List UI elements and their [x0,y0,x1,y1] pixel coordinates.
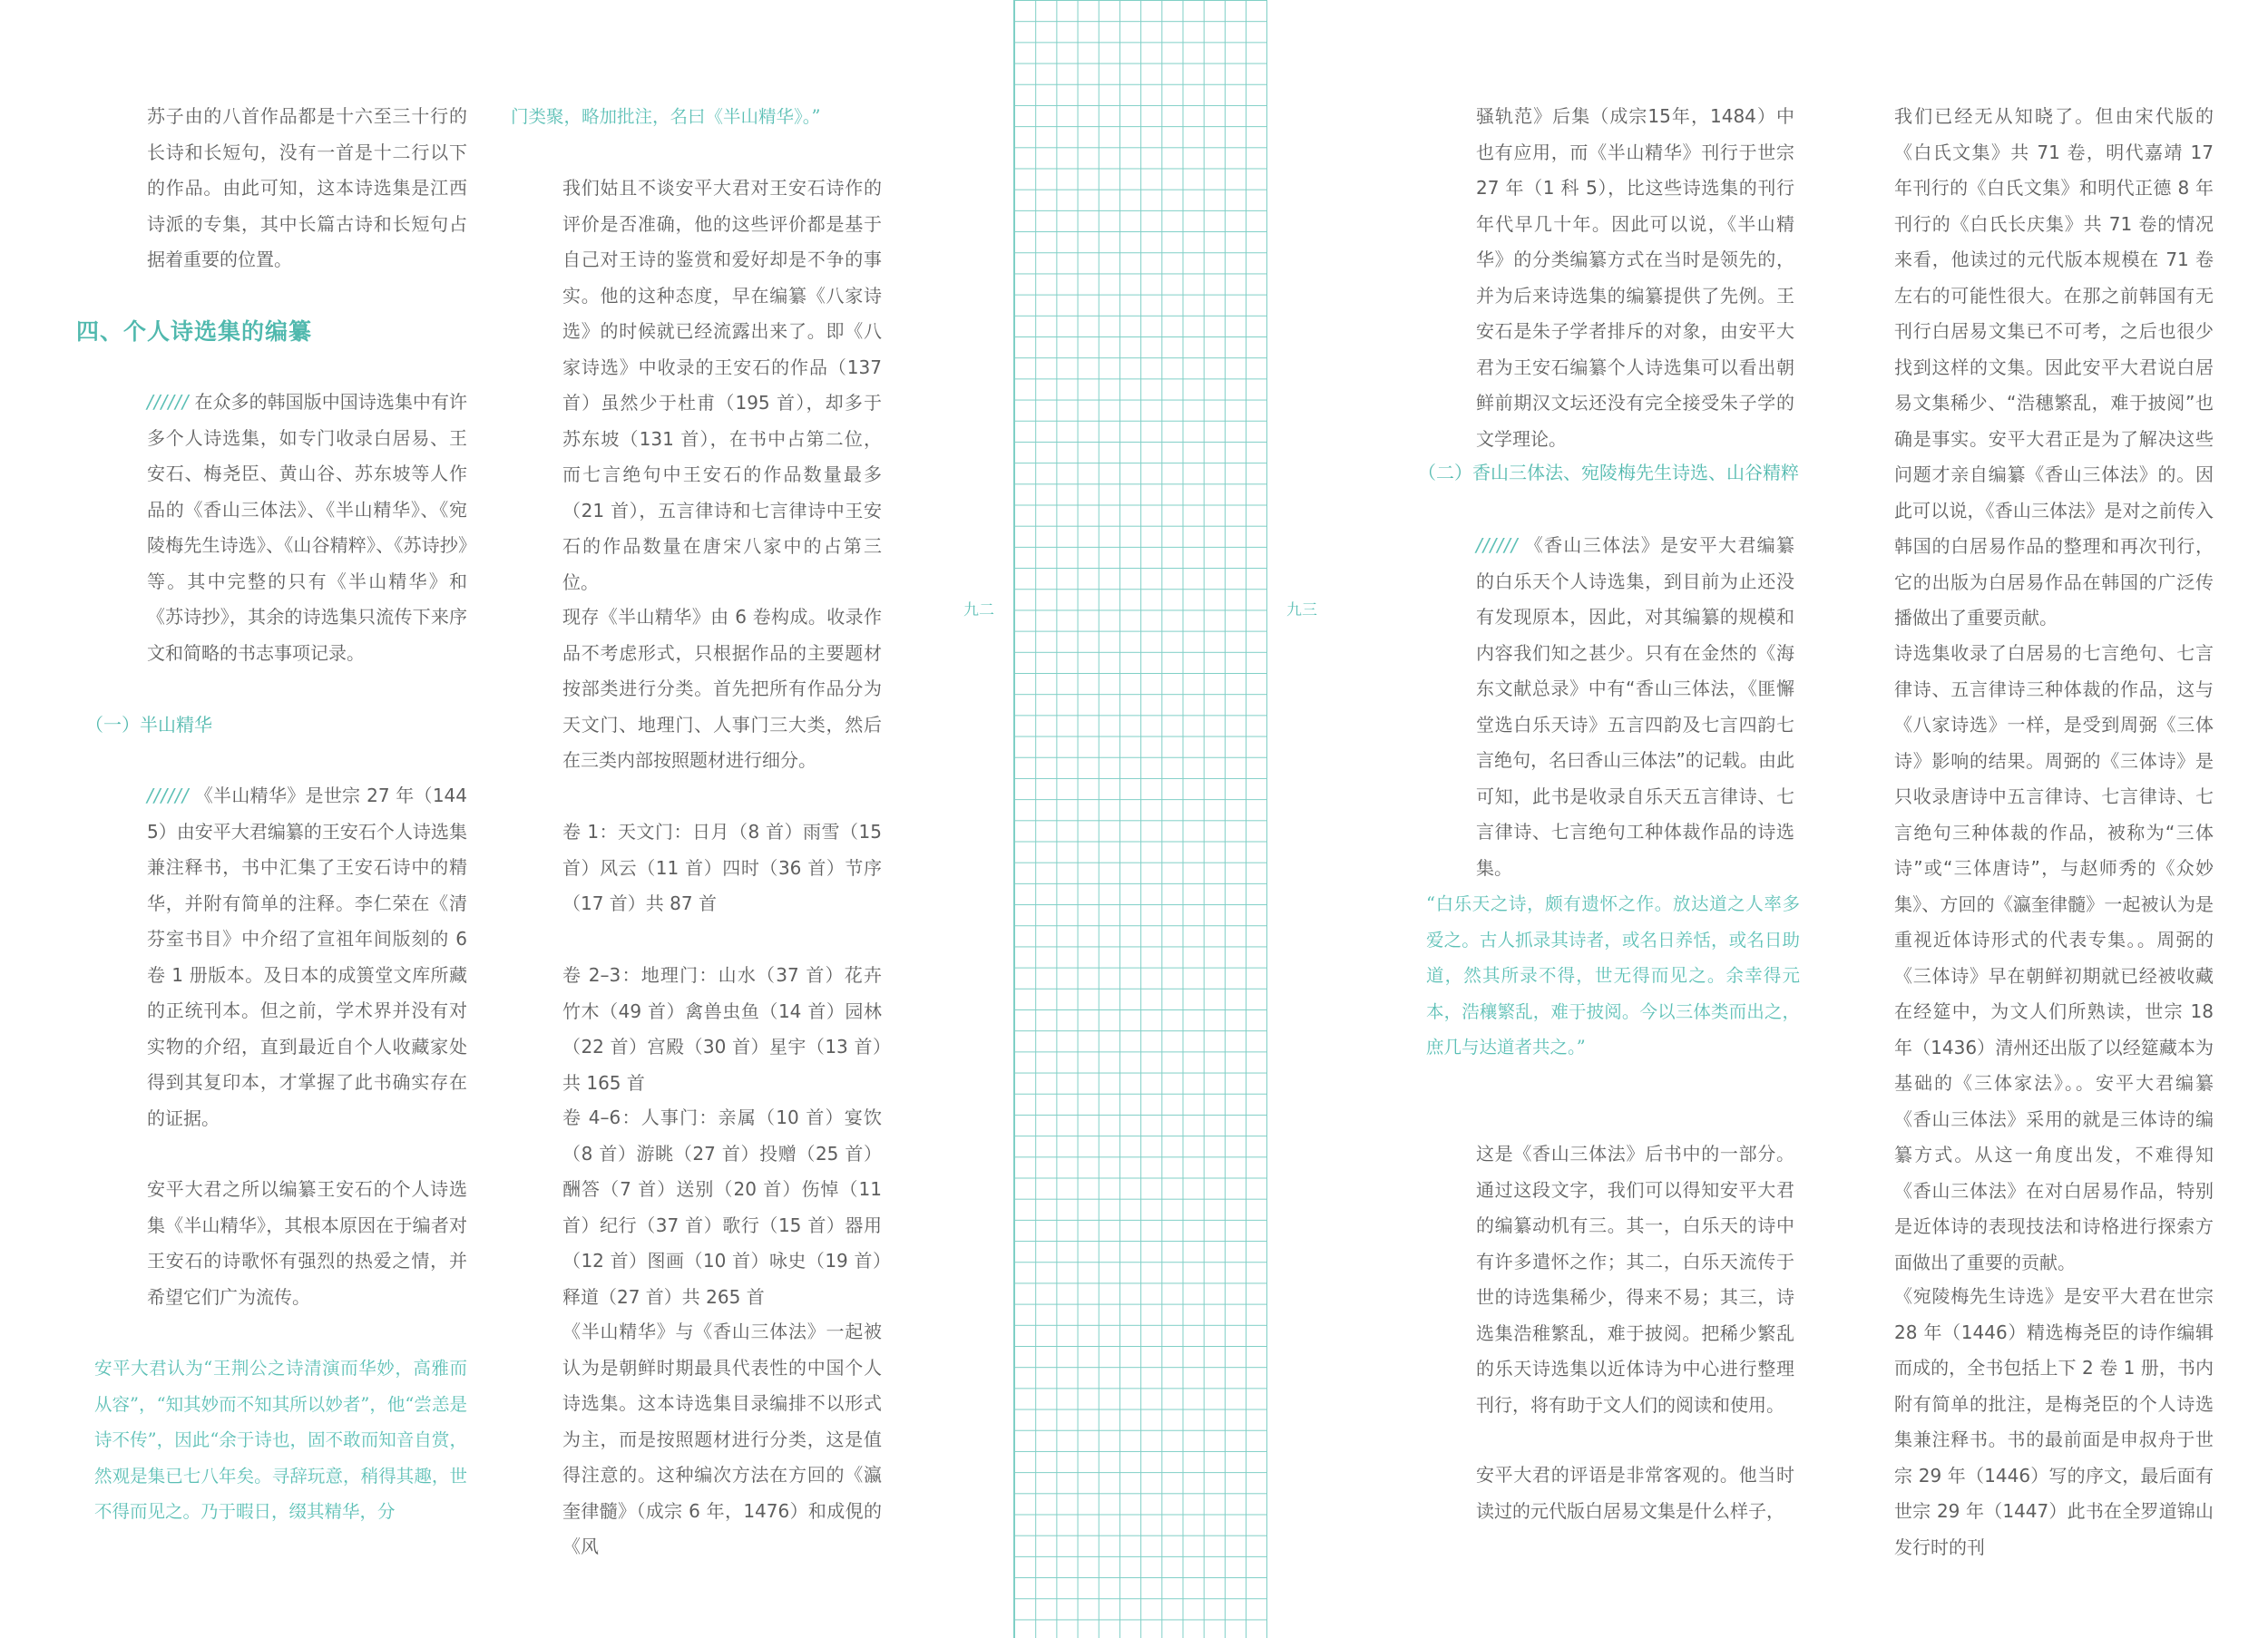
col2-list-volume-2-3: 卷 2–3：地理门：山水（37 首）花卉竹木（49 首）禽兽虫鱼（14 首）园林（22 首）宫殿（30 首）星宇（13 首）共 165 首 [562,964,882,1094]
col2-list-volume-1: 卷 1：天文门：日月（8 首）雨雪（15 首）风云（11 首）四时（36 首）节序（17 首）共 87 首 [562,821,882,914]
col2-list-volume-4-6: 卷 4–6：人事门：亲属（10 首）宴饮（8 首）游眺（27 首）投赠（25 首）酬答（7 首）送别（20 首）伤悼（11 首）纪行（37 首）歌行（15 首）器用（12 首）图画（10 首）咏史（19 首）释道（27 首）共 265 首 [562,1107,882,1308]
col1-paragraph-1 [147,385,467,671]
col1-paragraph-2-text: 《半山精华》是世宗 27 年（1445）由安平大君编纂的王安石个人诗选集兼注释书，书中汇集了王安石诗中的精华，并附有简单的注释。李仁荣在《清芬室书目》中介绍了宣祖年间版刻的 6 卷 1 册版本。及日本的成篑堂文库所藏的正统刊本。但之前，学术界并没有对实物的介绍，直到最近自个人收藏家处得到其复印本，才掌握了此书确实存在的证据。 [147,785,467,1129]
paragraph-mark-icon: ////// [147,785,190,806]
paragraph-mark-icon: ////// [147,391,190,413]
col4-paragraph-2: 诗选集收录了白居易的七言绝句、七言律诗、五言律诗三种体裁的作品，这与《八家诗选》一样，是受到周弼《三体诗》影响的结果。周弼的《三体诗》是只收录唐诗中五言律诗、七言律诗、七言绝句三种体裁的作品，被称为“三体诗”或“三体唐诗”，与赵师秀的《众妙集》、方回的《瀛奎律髓》一起被认为是重视近体诗形式的代表专集。。周弼的《三体诗》早在朝鲜初期就已经被收藏在经筵中，为文人们所熟读，世宗 18 年（1436）清州还出版了以经筵藏本为基础的《三体家法》。。安平大君编纂《香山三体法》采用的就是三体诗的编纂方式。从这一角度出发，不难得知《香山三体法》在对白居易作品，特别是近体诗的表现技法和诗格进行探索方面做出了重要的贡献。 [1894,642,2214,1273]
paragraph-mark-icon: ////// [1476,534,1519,556]
col1-paragraph-3: 安平大君之所以编纂王安石的个人诗选集《半山精华》，其根本原因在于编者对王安石的诗歌怀有强烈的热爱之情，并希望它们广为流传。 [147,1178,467,1308]
col1-classical-quote: 安平大君认为“王荆公之诗清演而华妙，高雅而从容”，“知其妙而不知其所以妙者”，他“尝恙是诗不传”，因此“余于诗也，固不敢而知音自赏，然观是集已七八年矣。寻辞玩意，稍得其趣，世不得而见之。乃于暇日，缀其精华，分 [94,1358,467,1522]
page-number-left: 九二 [963,601,994,619]
col1-paragraph-2 [147,778,467,1136]
page-number-right: 九三 [1286,601,1317,619]
section-heading: 四、个人诗选集的编纂 [76,318,313,345]
subheading-xiangshan: （二）香山三体法、宛陵梅先生诗选、山谷精粹 [1418,462,1799,483]
col2-paragraph-1: 我们姑且不谈安平大君对王安石诗作的评价是否准确，他的这些评价都是基于自己对王诗的鉴赏和爱好却是不争的事实。他的这种态度，早在编纂《八家诗选》的时候就已经流露出来了。即《八家诗选》中收录的王安石的作品（137 首）虽然少于杜甫（195 首），却多于苏东坡（131 首），在书中占第二位，而七言绝句中王安石的作品数量最多（21 首），五言律诗和七言律诗中王安石的作品数量在唐宋八家中的占第三位。 [562,177,882,593]
col2-paragraph-2: 现存《半山精华》由 6 卷构成。收录作品不考虑形式，只根据作品的主要题材按部类进行分类。首先把所有作品分为天文门、地理门、人事门三大类，然后在三类内部按照题材进行细分。 [562,606,882,771]
subheading-banshan: （一）半山精华 [85,714,212,736]
col3-paragraph-1: 骚轨范》后集（成宗15年，1484）中也有应用，而《半山精华》刊行于世宗 27 年（1 科 5），比这些诗选集的刊行年代早几十年。因此可以说，《半山精华》的分类编纂方式在当时是领先的，并为后来诗选集的编纂提供了先例。王安石是朱子学者排斥的对象，由安平大君为王安石编纂个人诗选集可以看出朝鲜前期汉文坛还没有完全接受朱子学的文学理论。 [1476,105,1794,450]
col4-paragraph-1: 我们已经无从知晓了。但由宋代版的《白氏文集》共 71 卷，明代嘉靖 17 年刊行的《白氏文集》和明代正德 8 年刊行的《白氏长庆集》共 71 卷的情况来看，他读过的元代版本规模在 71 卷左右的可能性很大。在那之前韩国有无刊行白居易文集已不可考，之后也很少找到这样的文集。因此安平大君说白居易文集稀少、“浩穗繁乱，难于披阅”也确是事实。安平大君正是为了解决这些问题才亲自编纂《香山三体法》的。因此可以说，《香山三体法》是对之前传入韩国的白居易作品的整理和再次刊行，它的出版为白居易作品在韩国的广泛传播做出了重要贡献。 [1894,105,2214,629]
col3-paragraph-3: 这是《香山三体法》后书中的一部分。通过这段文字，我们可以得知安平大君的编纂动机有三。其一，白乐天的诗中有许多遣怀之作；其二，白乐天流传于世的诗选集稀少，得来不易；其三，诗选集浩稚繁乱，难于披阅。把稀少繁乱的乐天诗选集以近体诗为中心进行整理刊行，将有助于文人们的阅读和使用。 [1476,1143,1794,1416]
col1-paragraph-1-text: 在众多的韩国版中国诗选集中有许多个人诗选集，如专门收录白居易、王安石、梅尧臣、黄山谷、苏东坡等人作品的《香山三体法》、《半山精华》、《宛陵梅先生诗选》、《山谷精粹》、《苏诗抄》等。其中完整的只有《半山精华》和《苏诗抄》，其余的诗选集只流传下来序文和简略的书志事项记录。 [147,391,467,664]
col3-paragraph-2 [1476,528,1794,886]
col3-paragraph-4: 安平大君的评语是非常客观的。他当时读过的元代版白居易文集是什么样子， [1476,1464,1794,1522]
col3-paragraph-2-text: 《香山三体法》是安平大君编纂的白乐天个人诗选集，到目前为止还没有发现原本，因此，对其编纂的规模和内容我们知之甚少。只有在金烋的《海东文献总录》中有“香山三体法，《匪懈堂选白乐天诗》五言四韵及七言四韵七言绝句，名曰香山三体法”的记载。由此可知，此书是收录自乐天五言律诗、七言律诗、七言绝句工种体裁作品的诗选集。 [1476,534,1794,879]
col2-paragraph-3: 《半山精华》与《香山三体法》一起被认为是朝鲜时期最具代表性的中国个人诗选集。这本诗选集目录编排不以形式为主，而是按照题材进行分类，这是值得注意的。这种编次方法在方回的《瀛奎律髓》（成宗 6 年，1476）和成俔的《风 [562,1321,882,1557]
col3-classical-quote: “白乐天之诗，颇有遗怀之作。放达道之人率多爱之。古人抓录其诗者，或名日养恬，或名日助道，然其所录不得，世无得而见之。余幸得元本，浩穰繁乱，难于披阅。今以三体类而出之，庶几与达道者共之。” [1426,893,1800,1058]
col1-intro-paragraph: 苏子由的八首作品都是十六至三十行的长诗和长短句，没有一首是十二行以下的作品。由此可知，这本诗选集是江西诗派的专集，其中长篇古诗和长短句占据着重要的位置。 [147,105,467,270]
col2-quote-end: 门类聚，略加批注，名曰《半山精华》。” [511,106,821,127]
center-grid-gutter [1013,0,1267,1638]
col4-paragraph-3: 《宛陵梅先生诗选》是安平大君在世宗 28 年（1446）精选梅尧臣的诗作编辑而成的，全书包括上下 2 卷 1 册，书内附有简单的批注，是梅尧臣的个人诗选集兼注释书。书的最前面是申叔舟于世宗 29 年（1446）写的序文，最后面有世宗 29 年（1447）此书在全罗道锦山发行时的刊 [1894,1285,2214,1558]
